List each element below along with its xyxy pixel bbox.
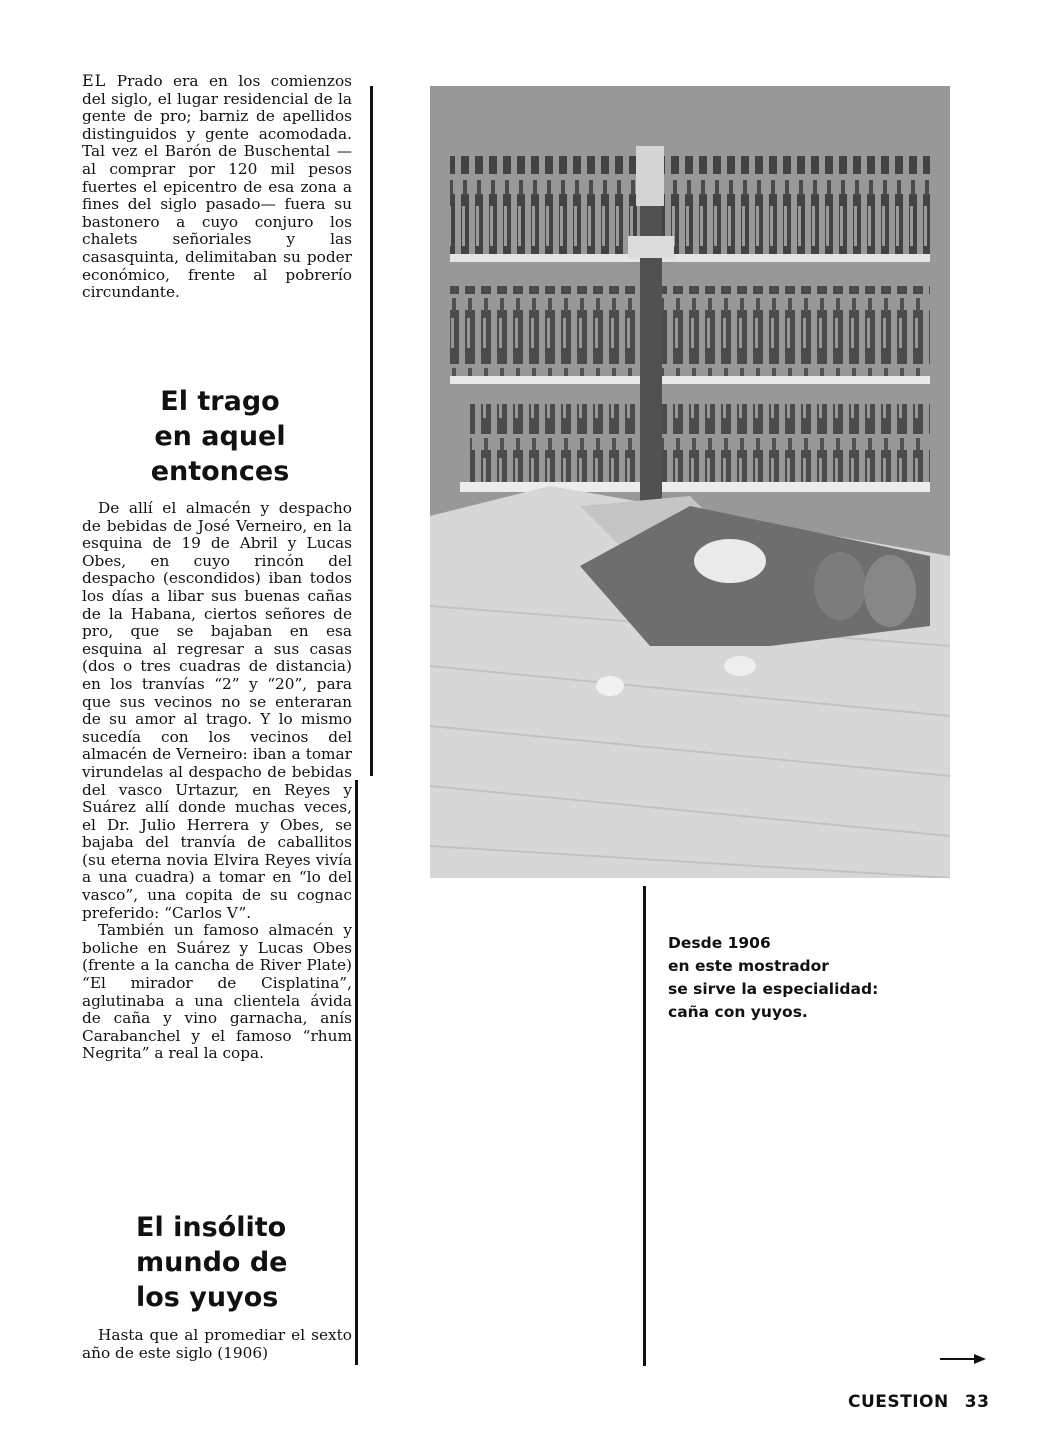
- section1-column: [82, 500, 352, 1063]
- photo-caption: [668, 932, 928, 1024]
- heading2-line1: El insólito: [136, 1212, 287, 1243]
- heading-el-trago: [100, 384, 340, 489]
- heading1-line2: en aquel: [154, 421, 286, 452]
- bar-counter-photo: [430, 86, 950, 878]
- heading1-line3: entonces: [150, 456, 290, 487]
- caption-rule: [643, 886, 646, 1366]
- page-footer: [848, 1392, 989, 1412]
- section1-paragraph1: De allí el almacén y despacho de bebidas de José Verneiro, en la esquina de 19 de Abril y Lucas Obes, en cuyo rincón del despacho (escondidos) iban todos los días a libar sus buenas cañas de la Habana, ciertos señores de pro, que se bajaban en esa esquina al regresar a sus casas (dos o tres cuadras de distancia) en los tranvías “2” y “20”, para que sus vecinos no se enteraran de su amor al trago. Y lo mismo sucedía con los vecinos del almacén de Verneiro: iban a tomar virundelas al despacho de bebidas del vasco Urtazur, en Reyes y Suárez allí donde muchas veces, el Dr. Julio Herrera y Obes, se bajaba del tranvía de caballitos (su eterna novia Elvira Reyes vivía a una cuadra) a tomar en “lo del vasco”, una copita de su cognac preferido: “Carlos V”.: [82, 499, 352, 922]
- intro-column: [82, 72, 352, 302]
- magazine-name: CUESTION: [848, 1392, 949, 1412]
- heading1-line1: El trago: [160, 386, 280, 417]
- heading2-line3: los yuyos: [136, 1282, 279, 1313]
- heading-el-insolito: [96, 1210, 336, 1315]
- continue-arrow-icon: [940, 1352, 986, 1366]
- caption-line1: Desde 1906: [668, 934, 771, 952]
- bar-photo-illustration: [430, 86, 950, 878]
- heading2-line2: mundo de: [136, 1247, 288, 1278]
- caption-line3: se sirve la especialidad:: [668, 980, 879, 998]
- section2-paragraph1: Hasta que al promediar el sexto año de este siglo (1906): [82, 1326, 352, 1362]
- section2-column: [82, 1327, 352, 1362]
- page-number: 33: [964, 1392, 990, 1412]
- intro-paragraph: [82, 72, 352, 302]
- intro-text: Prado era en los comienzos del siglo, el lugar residencial de la gente de pro; barniz de apellidos distinguidos y gente acomodada. Tal vez el Barón de Buschental —al comprar por 120 mil pesos fuertes el epicentro de esa zona a fines del siglo pasado— fuera su bastonero a cuyo conjuro los chalets señoriales y las casasquinta, delimitaban su poder económico, frente al pobrerío circundante.: [82, 72, 352, 302]
- caption-line4: caña con yuyos.: [668, 1003, 808, 1021]
- column-rule-top: [370, 86, 373, 776]
- column-rule-bottom: [355, 780, 358, 1365]
- section1-paragraph2: También un famoso almacén y boliche en Suárez y Lucas Obes (frente a la cancha de River Plate) “El mirador de Cisplatina”, aglutinaba a una clientela ávida de caña y vino garnacha, anís Carabanchel y el famoso “rhum Negrita” a real la copa.: [82, 921, 352, 1063]
- dropcap: EL: [82, 71, 107, 90]
- caption-line2: en este mostrador: [668, 957, 829, 975]
